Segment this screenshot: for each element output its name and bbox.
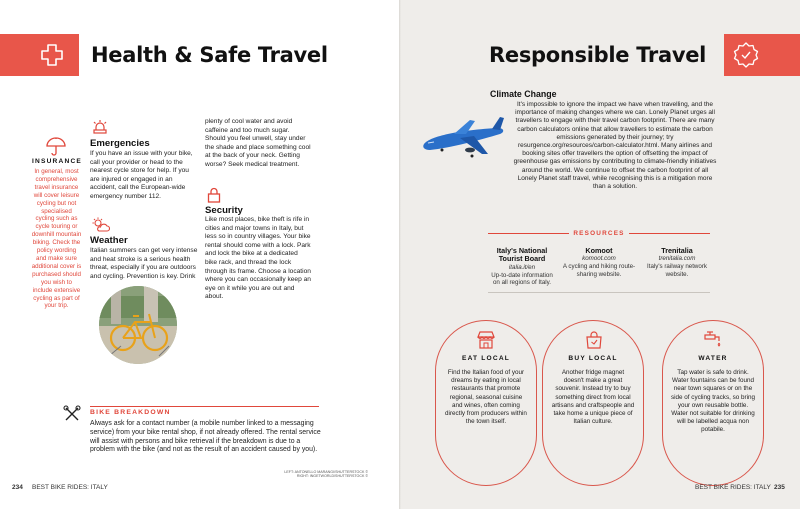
water-card [662,320,764,486]
medical-cross-icon [40,43,64,67]
buy-local-body: Another fridge magnet doesn't make a great souvenir. Instead try to buy something direct from local artisans and craftspeople and take home a unique piece of Italian culture. [551,369,635,426]
resource-description: Up-to-date information on all regions of Italy. [491,271,553,287]
tools-icon [63,405,81,423]
photo-credit-right: RIGHT: INGETWORLD/SHUTTERSTOCK © [296,474,368,479]
resource-description: Italy's railway network website. [647,263,707,278]
weather-heading: Weather [90,235,128,246]
resource-item [560,247,638,279]
breakdown-heading: BIKE BREAKDOWN [90,409,171,416]
shop-awning-icon [476,331,496,349]
buy-local-heading: BUY LOCAL [568,355,618,362]
photo-credit-left: LEFT: ANTONELLO MARANGI/SHUTTERSTOCK © [284,470,368,474]
resource-url[interactable]: komoot.com [582,255,616,263]
insurance-heading: INSURANCE [32,158,82,165]
shopping-bag-icon [585,331,603,349]
left-running-title: BEST BIKE RIDES: ITALY [32,484,108,491]
photo-credits [276,470,368,479]
airplane-image [420,114,506,170]
right-running-title: BEST BIKE RIDES: ITALY [695,484,771,491]
left-title-band [0,34,79,76]
resource-description: A cycling and hiking route-sharing website. [562,263,636,278]
resource-item [642,247,712,279]
umbrella-icon [45,137,67,157]
bicycle-photo [99,286,177,364]
climate-heading: Climate Change [490,89,557,99]
resource-name: Komoot [585,246,613,255]
left-page-number: 234 [12,484,23,491]
verified-seal-icon [733,42,759,68]
page-gutter [399,0,401,509]
eat-local-heading: EAT LOCAL [461,355,511,362]
siren-icon [92,119,108,135]
resource-name: Italy's National Tourist Board [496,246,548,264]
water-tap-icon [703,331,723,349]
emergencies-heading: Emergencies [90,138,150,149]
weather-body: Italian summers can get very intense and heat stroke is a serious health threat, especially if you are outdoors and cycling. Prevention is key. Drink [90,247,198,280]
breakdown-divider [90,406,319,407]
sun-cloud-icon [92,217,110,233]
water-body: Tap water is safe to drink. Water fountains can be found near town squares or on the side of cycling tracks, so bring your own reusable bottle. Water not suitable for drinking will be labelled acqua non potabile. [671,369,755,434]
buy-local-card [542,320,644,486]
resources-heading [488,230,710,237]
water-heading: WATER [698,355,728,362]
right-title-band [724,34,800,76]
security-heading: Security [205,205,243,216]
climate-body: It's impossible to ignore the impact we have when travelling, and the importance of making changes where we can. Lonely Planet urges all travellers to engage with their travel carbon footprint. There are many carbon calculators online that allow travellers to estimate the carbon emissions generated by their journey; try resurgence.org/resources/carbon-calculator.html. Many airlines and booking sites offer travellers the option of offsetting the impact of greenhouse gas emissions by contributing to climate-friendly initiatives around the world. We continue to offset the carbon footprint of all Lonely Planet staff travel, while recognising this is a mitigation more than a solution. [513,101,717,191]
resources-divider-bottom [488,292,710,293]
right-page-number: 235 [774,484,785,491]
resource-item [490,247,554,287]
breakdown-body: Always ask for a contact number (a mobile number linked to a messaging service) from your bike rental shop, if not already offered. The rental service will assist with persons and bike retrieval if the breakdown is due to a problem with the bike (and not as the result of an accident caused by you). [90,420,321,454]
eat-local-body: Find the Italian food of your dreams by eating in local restaurants that promote regional, seasonal cuisine and wines, often coming directly from producers within the town itself. [445,369,527,426]
bicycle-scene-image [99,286,177,364]
resource-url[interactable]: trenitalia.com [658,255,696,263]
left-page-title: Health & Safe Travel [91,43,328,67]
insurance-body: In general, most comprehensive travel insurance will cover leisure cycling but not specialised cycling such as cycle touring or downhill mountain biking. Check the policy wording and make sure additional cover is purchased should you wish to include extensive cycling as part of your trip. [31,168,82,310]
resource-name: Trenitalia [661,246,693,255]
eat-local-card [435,320,537,486]
resources-heading-text: RESOURCES [569,230,628,237]
resource-url[interactable]: italia.it/en [508,263,536,271]
right-page-title: Responsible Travel [489,43,707,67]
emergencies-body: If you have an issue with your bike, call your provider or head to the nearest cycle store for help. If you are injured or engaged in an accident, call the European-wide emergency number 112. [90,150,193,200]
weather-continued-body: plenty of cool water and avoid caffeine and too much sugar. Should you feel unwell, stay under the shade and place something cool at the back of your neck. Getting worse? Seek medical treatment. [205,118,311,168]
security-body: Like most places, bike theft is rife in cities and major towns in Italy, but less so in country villages. Your bike rental should come with a lock. Park and lock the bike at a dedicated bike rack, and thread the lock through its frame. Choose a location where you can occasionally keep an eye on it while you are out and about. [205,216,311,301]
padlock-icon [207,187,221,203]
